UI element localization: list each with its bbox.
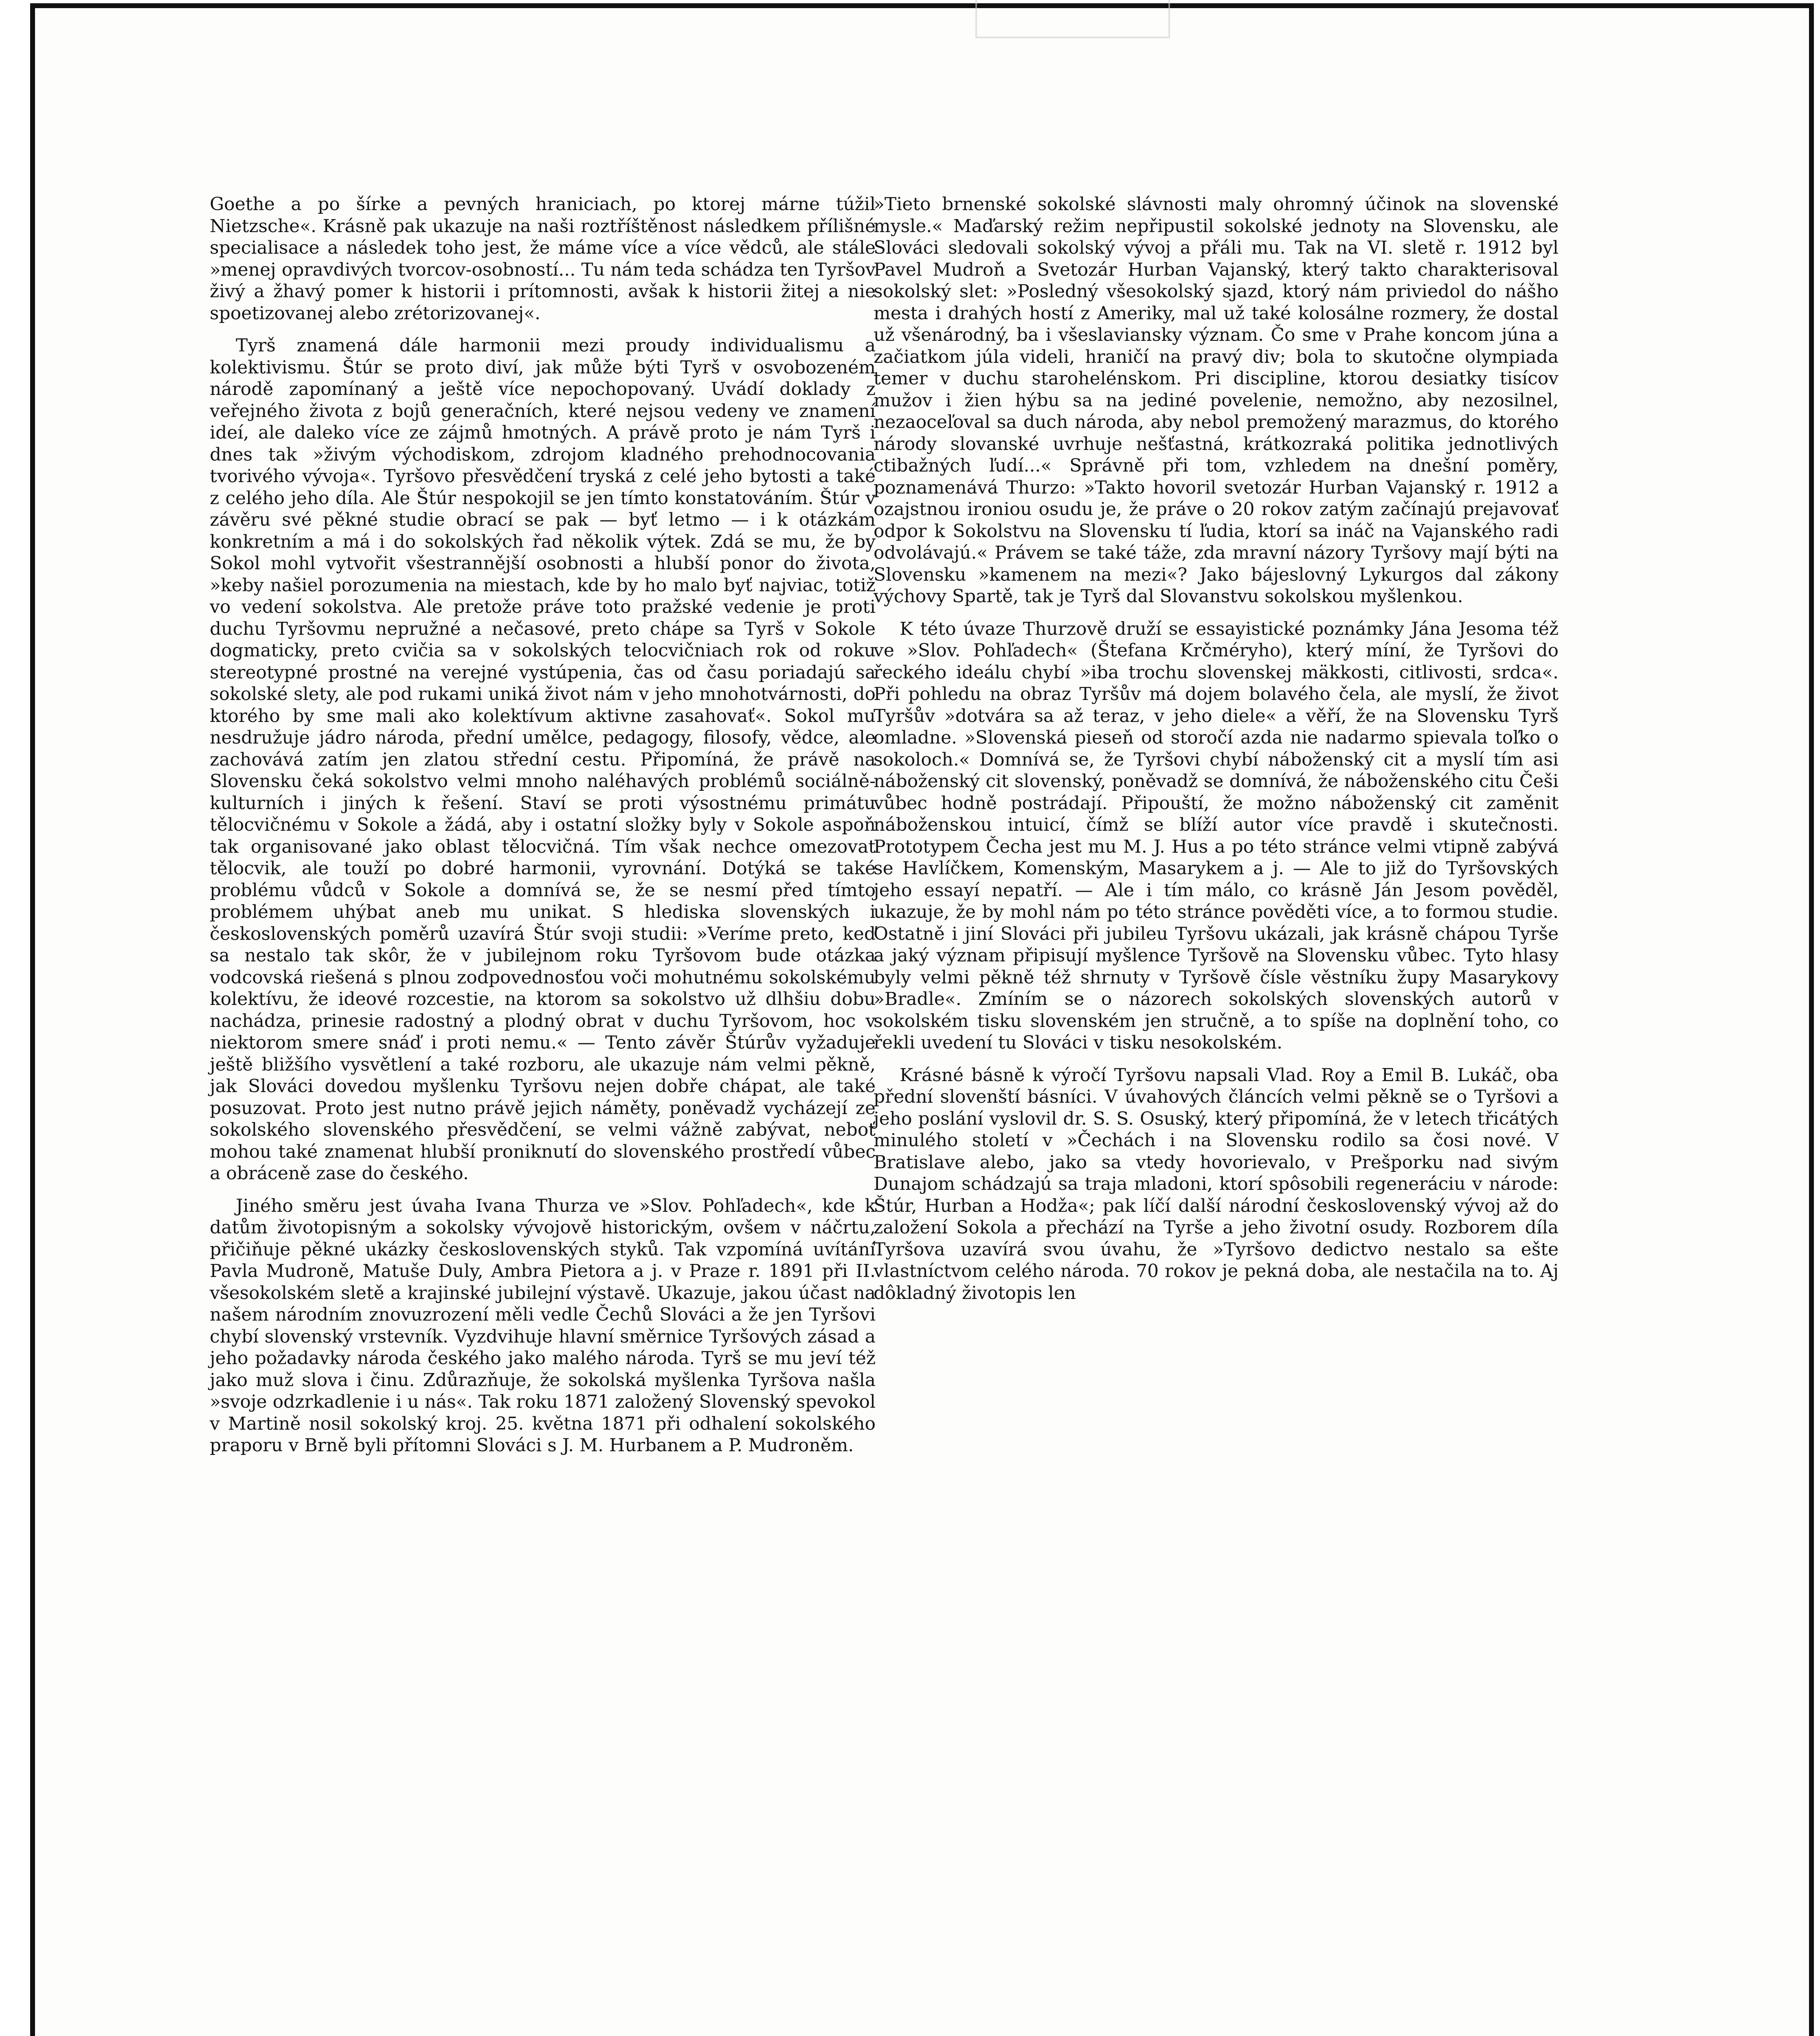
right-column	[874, 193, 1559, 1314]
paragraph: Tyrš znamená dále harmonii mezi proudy individualismu a kolektivismu. Štúr se proto diví, jak může býti Tyrš v osvobozeném národě zapomínaný a ještě více nepochopovaný. Uvádí doklady z veřejného života z bojů generačních, které nejsou vedeny ve znamení ideí, ale daleko více ze zájmů hmotných. A právě proto je nám Tyrš i dnes tak »živým východiskom, zdrojom kladného prehodnocovania tvorivého vývoja«. Tyršovo přesvědčení tryská z celé jeho bytosti a také z celého jeho díla. Ale Štúr nespokojil se jen tímto konstatováním. Štúr v závěru své pěkné studie obrací se pak — byť letmo — i k otázkám konkretním a má i do sokolských řad několik výtek. Zdá se mu, že by Sokol mohl vytvořit všestrannější osobnosti a hlubší ponor do života, »keby našiel porozumenia na miestach, kde by ho malo byť najviac, totiž vo vedení sokolstva. Ale pretože práve toto pražské vedenie je proti duchu Tyršovmu nepružné a nečasové, preto chápe sa Tyrš v Sokole dogmaticky, preto cvičia sa v sokolských telocvičniach rok od roku stereotypné prostné na verejné vystúpenia, čas od času poriadajú sa sokolské slety, ale pod rukami uniká život nám v jeho mnohotvárnosti, do ktorého by sme mali ako kolektívum aktivne zasahovať«. Sokol mu nesdružuje jádro národa, přední umělce, pedagogy, filosofy, vědce, ale zachovává zatím jen zlatou střední cestu. Připomíná, že právě na Slovensku čeká sokolstvo velmi mnoho naléhavých problémů sociálně-kulturních i jiných k řešení. Staví se proti výsostnému primátu tělocvičnému v Sokole a žádá, aby i ostatní složky byly v Sokole aspoň tak organisované jako oblast tělocvičná. Tím však nechce omezovat tělocvik, ale touží po dobré harmonii, vyrovnání. Dotýká se také problému vůdců v Sokole a domnívá se, že se nesmí před tímto problémem uhýbat aneb mu unikat. S hlediska slovenských i československých poměrů uzavírá Štúr svoji studii: »Veríme preto, keď sa nestalo tak skôr, že v jubilejnom roku Tyršovom bude otázka vodcovská riešená s plnou zodpovednosťou voči mohutnému sokolskému kolektívu, že ideové rozcestie, na ktorom sa sokolstvo už dlhšiu dobu nachádza, prinesie radostný a plodný obrat v duchu Tyršovom, hoc v niektorom smere snáď i proti nemu.« — Tento závěr Štúrův vyžaduje ještě bližšího vysvětlení a také rozboru, ale ukazuje nám velmi pěkně, jak Slováci dovedou myšlenku Tyršovu nejen dobře chápat, ale také posuzovat. Proto jest nutno právě jejich náměty, poněvadž vycházejí ze sokolského slovenského přesvědčení, se velmi vážně zabývat, neboť mohou také znamenat hlubší proniknutí do slovenského prostředí vůbec a obráceně zase do českého.	[210, 335, 876, 1184]
paragraph: Goethe a po šírke a pevných hraniciach, po ktorej márne túžil Nietzsche«. Krásně pak ukazuje na naši roztříštěnost následkem přílišné specialisace a následek toho jest, že máme více a více vědců, ale stále »menej opravdivých tvorcov-osobností... Tu nám teda schádza ten Tyršov živý a žhavý pomer k historii i prítomnosti, avšak k historii žitej a nie spoetizovanej alebo zrétorizovanej«.	[210, 194, 876, 324]
paragraph: »Tieto brnenské sokolské slávnosti maly ohromný účinok na slovenské mysle.« Maďarský režim nepřipustil sokolské jednoty na Slovensku, ale Slováci sledovali sokolský vývoj a přáli mu. Tak na VI. sletě r. 1912 byl Pavel Mudroň a Svetozár Hurban Vajanský, který takto charakterisoval sokolský slet: »Posledný všesokolský sjazd, ktorý nám priviedol do nášho mesta i drahých hostí z Ameriky, mal už také kolosálne rozmery, že dostal už všenárodný, ba i všeslaviansky význam. Čo sme v Prahe koncom júna a začiatkom júla videli, hraničí na pravý div; bola to skutočne olympiada temer v duchu starohelénskom. Pri discipline, ktorou desiatky tisícov mužov i žien hýbu sa na jediné povelenie, nemožno, aby nezosilnel, nezaoceľoval sa duch národa, aby nebol premožený marazmus, do ktorého národy slovanské uvrhuje nešťastná, krátkozraká politika jednotlivých ctibažných ľudí...« Správně při tom, vzhledem na dnešní poměry, poznamenává Thurzo: »Takto hovoril svetozár Hurban Vajanský r. 1912 a ozajstnou ironiou osudu je, že práve o 20 rokov zatým začínajú prejavovať odpor k Sokolstvu na Slovensku tí ľudia, ktorí sa ináč na Vajanského radi odvolávajú.« Právem se také táže, zda mravní názory Tyršovy mají býti na Slovensku »kamenem na mezi«? Jako bájeslovný Lykurgos dal zákony výchovy Spartě, tak je Tyrš dal Slovanstvu sokolskou myšlenkou.	[874, 194, 1559, 607]
paragraph: Krásné básně k výročí Tyršovu napsali Vlad. Roy a Emil B. Lukáč, oba přední slovenští básníci. V úvahových článcích velmi pěkně se o Tyršovi a jeho poslání vyslovil dr. S. S. Osuský, který připomíná, že v letech třicátých minulého století v »Čechách i na Slovensku rodilo sa čosi nové. V Bratislave alebo, jako sa vtedy hovorievalo, v Prešporku nad sivým Dunajom schádzajú sa traja mladoni, ktorí spôsobili regeneráciu v národe: Štúr, Hurban a Hodža«; pak líčí další národní československý vývoj až do založení Sokola a přechází na Tyrše a jeho životní osudy. Rozborem díla Tyršova uzavírá svou úvahu, že »Tyršovo dedictvo nestalo sa ešte vlastníctvom celého národa. 70 rokov je pekná doba, ale nestačila na to. Aj dôkladný životopis len	[874, 1064, 1559, 1303]
left-column	[210, 193, 876, 1467]
binding-mark	[975, 0, 1170, 38]
paragraph: Jiného směru jest úvaha Ivana Thurza ve »Slov. Pohľadech«, kde k datům životopisným a sokolsky vývojově historickým, ovšem v náčrtu, přičiňuje pěkné ukázky československých styků. Tak vzpomíná uvítání Pavla Mudroně, Matuše Duly, Ambra Pietora a j. v Praze r. 1891 při II. všesokolském sletě a krajinské jubilejní výstavě. Ukazuje, jakou účast na našem národním znovuzrození měli vedle Čechů Slováci a že jen Tyršovi chybí slovenský vrstevník. Vyzdvihuje hlavní směrnice Tyršových zásad a jeho požadavky národa českého jako malého národa. Tyrš se mu jeví též jako muž slova i činu. Zdůrazňuje, že sokolská myšlenka Tyršova našla »svoje odzrkadlenie i u nás«. Tak roku 1871 založený Slovenský spevokol v Martině nosil sokolský kroj. 25. května 1871 při odhalení sokolského praporu v Brně byli přítomni Slováci s J. M. Hurbanem a P. Mudroněm.	[210, 1195, 876, 1456]
paragraph: K této úvaze Thurzově druží se essayistické poznámky Jána Jesoma též ve »Slov. Pohľadech« (Štefana Krčméryho), který míní, že Tyršovi do řeckého ideálu chybí »iba trochu slovenskej mäkkosti, citlivosti, srdca«. Při pohledu na obraz Tyršův má dojem bolavého čela, ale myslí, že život Tyršův »dotvára sa až teraz, v jeho diele« a věří, že na Slovensku Tyrš omladne. »Slovenská pieseň od storočí azda nie nadarmo spievala toľko o sokoloch.« Domnívá se, že Tyršovi chybí náboženský cit a myslí tím asi náboženský cit slovenský, poněvadž se domnívá, že náboženského citu Češi vůbec hodně postrádají. Připouští, že možno náboženský cit zaměnit náboženskou intuicí, čímž se blíží autor více pravdě i skutečnosti. Prototypem Čecha jest mu M. J. Hus a po této stránce velmi vtipně zabývá se Havlíčkem, Komenským, Masarykem a j. — Ale to již do Tyršovských jeho essayí nepatří. — Ale i tím málo, co krásně Ján Jesom pověděl, ukazuje, že by mohl nám po této stránce pověděti více, a to formou studie. Ostatně i jiní Slováci při jubileu Tyršovu ukázali, jak krásně chápou Tyrše a jaký význam připisují myšlence Tyršově na Slovensku vůbec. Tyto hlasy byly velmi pěkně též shrnuty v Tyršově čísle věstníku župy Masarykovy »Bradle«. Zmíním se o názorech sokolských slovenských autorů v sokolském tisku slovenském jen stručně, a to spíše na doplnění toho, co řekli uvedení tu Slováci v tisku nesokolském.	[874, 618, 1559, 1053]
